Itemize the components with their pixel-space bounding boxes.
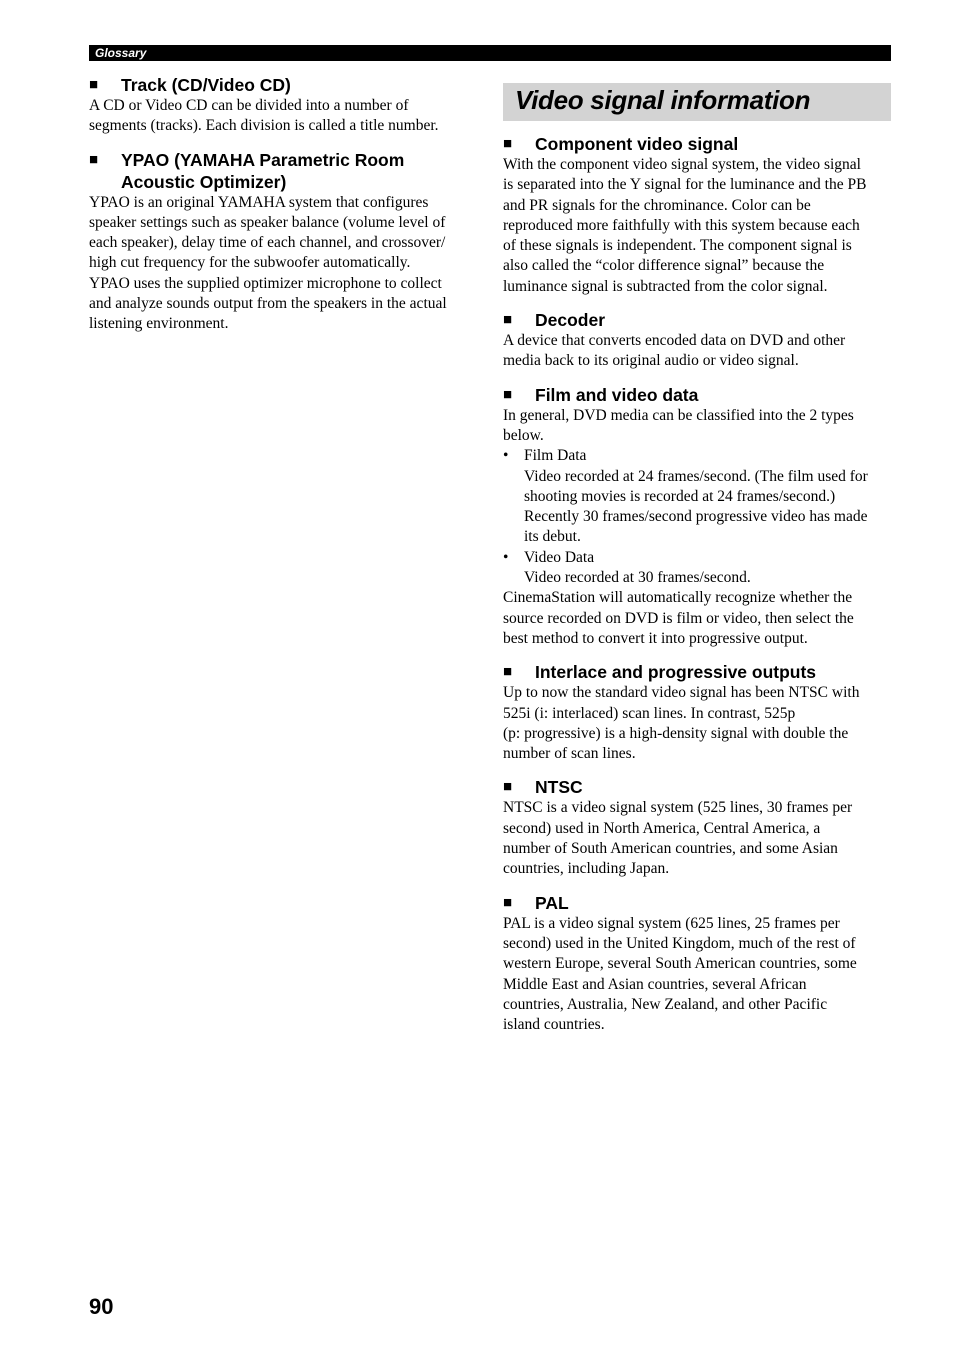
entry-text: NTSC is a video signal system (525 lines, 30 frames per second) used in North America, Central America, a number of South American countries, and some Asian countries, including Japan.	[503, 799, 853, 878]
page-number: 90	[89, 1294, 114, 1319]
entry-text: With the component video signal system, the video signal is separated into the Y signal for the luminance and the PB and PR signals for the chrominance. Color can be reproduced more faithfully with this system because each of these signals is independent. The component signal is also called the “color difference signal” because the luminance signal is subtracted from the color signal.	[503, 156, 867, 295]
left-column	[89, 74, 477, 347]
square-bullet-icon: ■	[503, 893, 513, 911]
entry-text: PAL is a video signal system (625 lines, 25 frames per second) used in the United Kingdom, much of the rest of western Europe, several South American countries, some Middle East and Asian countries, several African countries, Australia, New Zealand, and other Pacific island countries.	[503, 914, 857, 1034]
bullet-dot-icon: •	[503, 447, 509, 465]
square-bullet-icon: ■	[503, 385, 513, 403]
entry-text: CinemaStation will automatically recognize whether the source recorded on DVD is film or video, then select the best method to convert it into progressive output.	[503, 589, 854, 647]
section-banner	[503, 83, 891, 121]
header-bar	[89, 45, 891, 61]
entry-title: ■ YPAO (YAMAHA Parametric Room Acoustic Optimizer)	[89, 149, 405, 192]
glossary-entry-pal	[503, 892, 891, 1036]
entry-title: ■ Track (CD/Video CD)	[89, 75, 291, 95]
right-column	[503, 83, 891, 1047]
entry-title: ■ Film and video data	[503, 384, 699, 405]
entry-text: A CD or Video CD can be divided into a number of segments (tracks). Each division is called a title number.	[89, 97, 439, 135]
list-item-detail: Video recorded at 24 frames/second. (The film used for shooting movies is recorded at 24 frames/second.) Recently 30 frames/second progressive video has made its debut.	[524, 467, 868, 546]
section-title: Video signal information	[515, 85, 811, 115]
entry-text: In general, DVD media can be classified into the 2 types below.	[503, 406, 854, 444]
glossary-entry-component-video	[503, 133, 891, 297]
glossary-entry-film-video-data	[503, 384, 891, 650]
glossary-entry-decoder	[503, 309, 891, 372]
entry-title: ■ Decoder	[503, 310, 606, 331]
square-bullet-icon: ■	[503, 663, 513, 681]
list-item: • Video Data	[503, 548, 891, 568]
glossary-entry-track	[89, 74, 477, 137]
list-item: • Film Data	[503, 446, 891, 466]
square-bullet-icon: ■	[89, 150, 99, 168]
glossary-entry-ntsc	[503, 776, 891, 879]
bullet-dot-icon: •	[503, 548, 509, 566]
entry-text: Up to now the standard video signal has been NTSC with 525i (i: interlaced) scan lines. In contrast, 525p (p: progressive) is a high-density signal with double the number of scan lines.	[503, 684, 860, 763]
square-bullet-icon: ■	[503, 778, 513, 796]
header-label: Glossary	[95, 46, 147, 60]
entry-text: YPAO is an original YAMAHA system that configures speaker settings such as speaker balance (volume level of each speaker), delay time of each channel, and crossover/ high cut frequency for the subwoofer automatically. YPAO uses the supplied optimizer microphone to collect and analyze sounds output from the speakers in the actual listening environment.	[89, 193, 447, 333]
glossary-entry-interlace-progressive	[503, 661, 891, 764]
entry-title: ■ Component video signal	[503, 134, 739, 154]
square-bullet-icon: ■	[503, 311, 513, 329]
entry-text: A device that converts encoded data on DVD and other media back to its original audio or video signal.	[503, 332, 846, 370]
glossary-entry-ypao	[89, 149, 477, 335]
entry-title: ■ Interlace and progressive outputs	[503, 662, 817, 683]
entry-title: ■ NTSC	[503, 777, 583, 798]
entry-title: ■ PAL	[503, 892, 569, 913]
square-bullet-icon: ■	[503, 135, 513, 152]
list-item-detail: Video recorded at 30 frames/second.	[524, 569, 751, 587]
square-bullet-icon: ■	[89, 76, 99, 93]
